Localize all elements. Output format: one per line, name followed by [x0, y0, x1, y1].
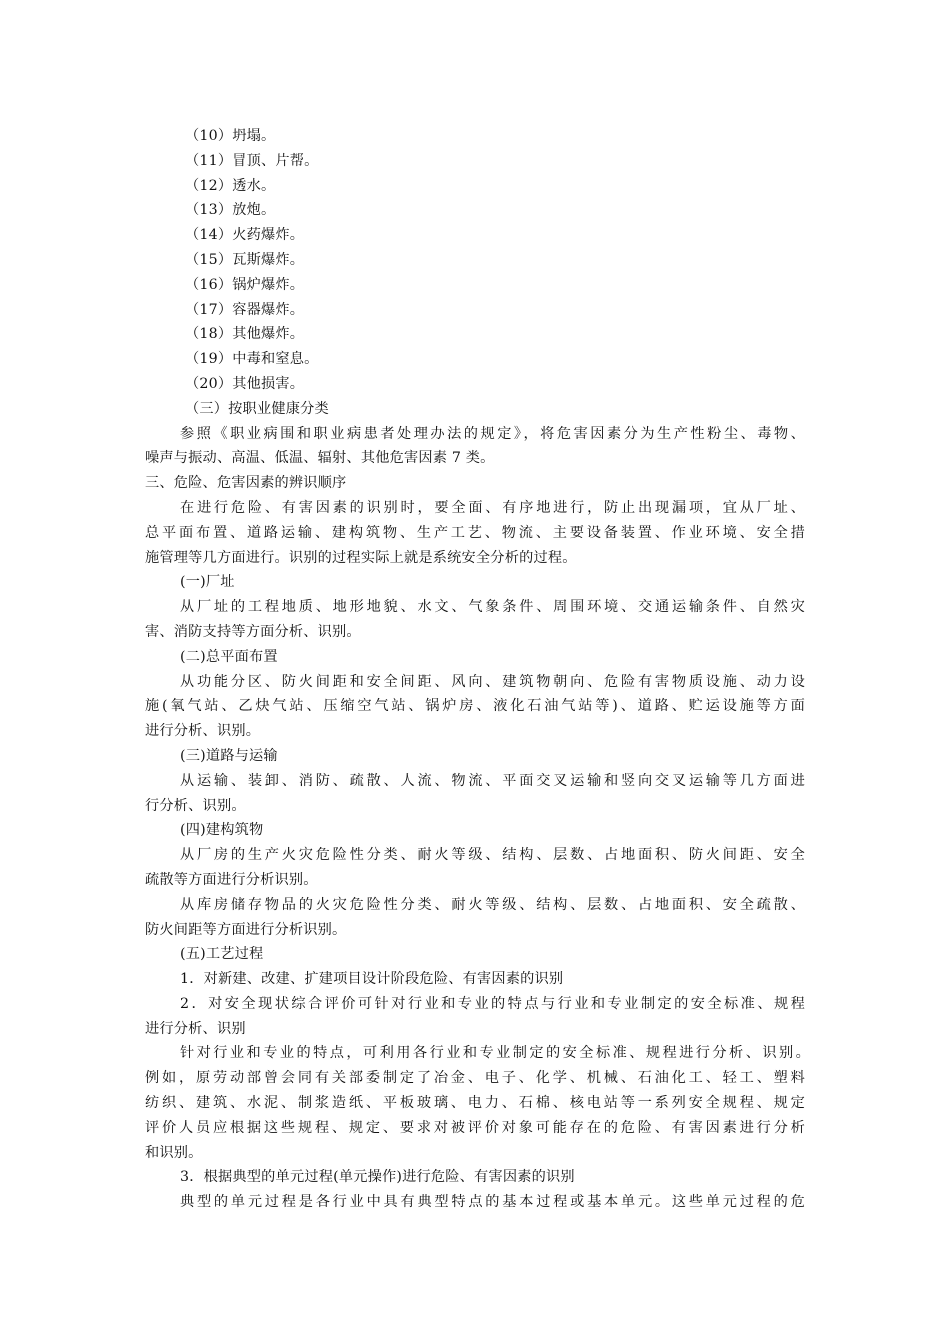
- list-item: （19）中毒和窒息。: [185, 351, 319, 368]
- list-item: （13）放炮。: [185, 202, 276, 219]
- numbered-item: 2．对安全现状综合评价可针对行业和专业的特点与行业和专业制定的安全标准、规程: [180, 995, 805, 1012]
- subheading-process: (五)工艺过程: [180, 946, 264, 963]
- paragraph-line: 例如，原劳动部曾会同有关部委制定了冶金、电子、化学、机械、石油化工、轻工、塑料: [145, 1070, 805, 1087]
- subheading-road: (三)道路与运输: [180, 747, 278, 764]
- paragraph-line: 从厂房的生产火灾危险性分类、耐火等级、结构、层数、占地面积、防火间距、安全: [180, 847, 805, 864]
- subheading-layout: (二)总平面布置: [180, 648, 278, 665]
- list-item: （11）冒顶、片帮。: [185, 152, 319, 169]
- paragraph-line: 疏散等方面进行分析识别。: [145, 871, 318, 888]
- paragraph-line: 噪声与振动、高温、低温、辐射、其他危害因素 7 类。: [145, 450, 495, 467]
- section-heading-identification-order: 三、危险、危害因素的辨识顺序: [145, 475, 347, 492]
- paragraph-line: 和识别。: [145, 1144, 203, 1161]
- numbered-item: 3．根据典型的单元过程(单元操作)进行危险、有害因素的识别: [180, 1169, 575, 1186]
- paragraph-line: 防火间距等方面进行分析识别。: [145, 921, 347, 938]
- section-heading-occupational: （三）按职业健康分类: [185, 400, 329, 417]
- paragraph-line: 进行分析、识别。: [145, 723, 261, 740]
- paragraph-line: 纺织、建筑、水泥、制浆造纸、平板玻璃、电力、石棉、核电站等一系列安全规程、规定: [145, 1095, 805, 1112]
- list-item: （17）容器爆炸。: [185, 301, 305, 318]
- list-item: （18）其他爆炸。: [185, 326, 305, 343]
- list-item: （12）透水。: [185, 177, 276, 194]
- paragraph-line: 参照《职业病围和职业病患者处理办法的规定》，将危害因素分为生产性粉尘、毒物、: [180, 425, 805, 442]
- subheading-site: (一)厂址: [180, 574, 235, 591]
- paragraph-line: 施(氧气站、乙炔气站、压缩空气站、锅炉房、液化石油气站等)、道路、贮运设施等方面: [145, 698, 805, 715]
- paragraph-line: 典型的单元过程是各行业中具有典型特点的基本过程或基本单元。这些单元过程的危: [180, 1194, 805, 1211]
- list-item: （15）瓦斯爆炸。: [185, 251, 305, 268]
- numbered-item: 1．对新建、改建、扩建项目设计阶段危险、有害因素的识别: [180, 971, 564, 988]
- paragraph-line: 从厂址的工程地质、地形地貌、水文、气象条件、周围环境、交通运输条件、自然灾: [180, 599, 805, 616]
- paragraph-line: 在进行危险、有害因素的识别时，要全面、有序地进行，防止出现漏项，宜从厂址、: [180, 499, 805, 516]
- paragraph-line: 从库房储存物品的火灾危险性分类、耐火等级、结构、层数、占地面积、安全疏散、: [180, 896, 805, 913]
- paragraph-line: 从运输、装卸、消防、疏散、人流、物流、平面交叉运输和竖向交叉运输等几方面进: [180, 772, 805, 789]
- list-item: （14）火药爆炸。: [185, 227, 305, 244]
- paragraph-line: 针对行业和专业的特点，可利用各行业和专业制定的安全标准、规程进行分析、识别。: [180, 1045, 810, 1062]
- paragraph-line: 总平面布置、道路运输、建构筑物、生产工艺、物流、主要设备装置、作业环境、安全措: [145, 524, 805, 541]
- paragraph-line: 施管理等几方面进行。识别的过程实际上就是系统安全分析的过程。: [145, 549, 577, 566]
- paragraph-line: 行分析、识别。: [145, 797, 246, 814]
- subheading-buildings: (四)建构筑物: [180, 822, 264, 839]
- paragraph-line: 评价人员应根据这些规程、规定、要求对被评价对象可能存在的危险、有害因素进行分析: [145, 1119, 805, 1136]
- paragraph-line: 进行分析、识别: [145, 1020, 246, 1037]
- list-item: （16）锅炉爆炸。: [185, 276, 305, 293]
- paragraph-line: 从功能分区、防火间距和安全间距、风向、建筑物朝向、危险有害物质设施、动力设: [180, 673, 805, 690]
- list-item: （20）其他损害。: [185, 375, 305, 392]
- paragraph-line: 害、消防支持等方面分析、识别。: [145, 623, 361, 640]
- document-body: [145, 124, 810, 1215]
- list-item: （10）坍塌。: [185, 128, 276, 144]
